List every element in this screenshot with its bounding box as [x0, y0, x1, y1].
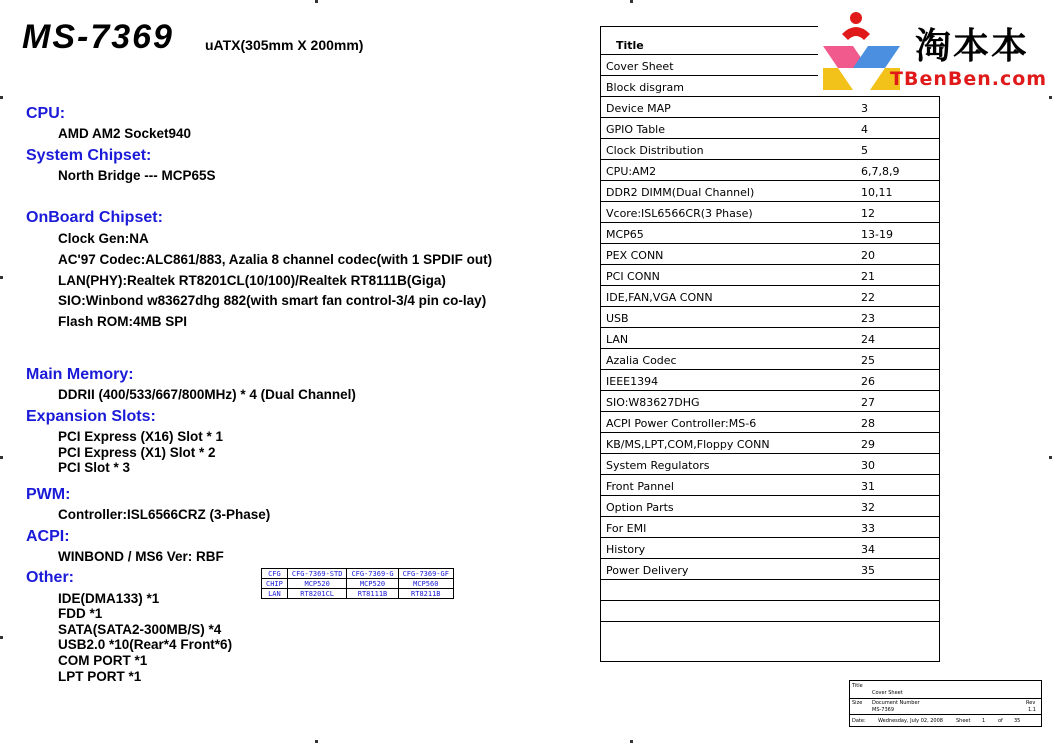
contents-page: 24 — [861, 333, 875, 346]
of-label: of — [998, 718, 1003, 724]
logo-latin-text: TBenBen.com — [890, 68, 1048, 90]
table-cell: LAN — [262, 589, 288, 599]
contents-row — [601, 391, 939, 412]
table-cell: MCP520 — [347, 579, 398, 589]
rev-label: Rev — [1026, 700, 1036, 706]
table-cell: CFG-7369-GF — [398, 569, 453, 579]
other-line: SATA(SATA2-300MB/S) *4 — [58, 622, 222, 637]
contents-page: 20 — [861, 249, 875, 262]
contents-page: 12 — [861, 207, 875, 220]
contents-page: 25 — [861, 354, 875, 367]
other-line: IDE(DMA133) *1 — [58, 591, 160, 606]
contents-page: 34 — [861, 543, 875, 556]
title-label: Title — [852, 683, 863, 689]
border-tick — [0, 276, 3, 279]
table-cell: CFG-7369-G — [347, 569, 398, 579]
contents-title: Device MAP — [606, 102, 671, 115]
contents-row — [601, 223, 939, 244]
contents-row — [601, 601, 939, 622]
slots-line: PCI Express (X1) Slot * 2 — [58, 445, 216, 460]
contents-title: System Regulators — [606, 459, 710, 472]
contents-title: For EMI — [606, 522, 647, 535]
title-block — [849, 680, 1042, 727]
contents-title: LAN — [606, 333, 629, 346]
table-cell: MCP560 — [398, 579, 453, 589]
border-tick — [1049, 96, 1052, 99]
contents-title: DDR2 DIMM(Dual Channel) — [606, 186, 755, 199]
pwm-heading: PWM: — [26, 486, 71, 503]
memory-heading: Main Memory: — [26, 366, 134, 383]
contents-row — [601, 496, 939, 517]
contents-page: 28 — [861, 417, 875, 430]
border-tick — [1049, 456, 1052, 459]
doc-number-value: MS-7369 — [872, 707, 895, 713]
table-row — [262, 579, 454, 589]
contents-title: USB — [606, 312, 629, 325]
other-heading: Other: — [26, 569, 74, 586]
other-line: FDD *1 — [58, 606, 103, 621]
contents-title: Cover Sheet — [606, 60, 674, 73]
pwm-line: Controller:ISL6566CRZ (3-Phase) — [58, 507, 271, 522]
contents-title: SIO:W83627DHG — [606, 396, 700, 409]
onboard-line: AC'97 Codec:ALC861/883, Azalia 8 channel codec(with 1 SPDIF out) — [58, 252, 493, 267]
contents-row — [601, 202, 939, 223]
date-value: Wednesday, July 02, 2008 — [878, 718, 943, 724]
other-line: COM PORT *1 — [58, 653, 148, 668]
other-line: USB2.0 *10(Rear*4 Front*6) — [58, 637, 233, 652]
contents-row — [601, 538, 939, 559]
table-cell: RT8211B — [398, 589, 453, 599]
slots-line: PCI Express (X16) Slot * 1 — [58, 429, 224, 444]
contents-page: 23 — [861, 312, 875, 325]
border-tick — [0, 96, 3, 99]
contents-title: Front Pannel — [606, 480, 674, 493]
table-cell: RT8201CL — [287, 589, 347, 599]
chipset-line: North Bridge --- MCP65S — [58, 168, 216, 183]
contents-row — [601, 181, 939, 202]
contents-page: 33 — [861, 522, 875, 535]
contents-row — [601, 160, 939, 181]
border-tick — [630, 740, 633, 743]
table-row — [262, 569, 454, 579]
contents-title: PCI CONN — [606, 270, 660, 283]
border-tick — [315, 0, 318, 3]
contents-page: 22 — [861, 291, 875, 304]
model-title: MS-7369 — [22, 18, 174, 56]
contents-header: Title — [616, 39, 644, 52]
sheet-label: Sheet — [956, 718, 971, 724]
contents-page: 3 — [861, 102, 868, 115]
contents-title: Block disgram — [606, 81, 684, 94]
table-row — [262, 589, 454, 599]
border-tick — [0, 636, 3, 639]
title-value: Cover Sheet — [872, 690, 903, 696]
memory-line: DDRII (400/533/667/800MHz) * 4 (Dual Channel) — [58, 387, 356, 402]
of-value: 35 — [1014, 718, 1021, 724]
contents-row — [601, 622, 939, 643]
contents-title: CPU:AM2 — [606, 165, 657, 178]
contents-title: Option Parts — [606, 501, 674, 514]
contents-title: Power Delivery — [606, 564, 689, 577]
logo-chinese-text: 淘本本 — [915, 26, 1030, 67]
slots-heading: Expansion Slots: — [26, 408, 156, 425]
form-factor: uATX(305mm X 200mm) — [205, 37, 364, 53]
contents-title: Azalia Codec — [606, 354, 677, 367]
config-table — [261, 568, 454, 599]
contents-page: 13-19 — [861, 228, 893, 241]
contents-row — [601, 433, 939, 454]
contents-row — [601, 412, 939, 433]
table-cell: CHIP — [262, 579, 288, 589]
slots-line: PCI Slot * 3 — [58, 460, 131, 475]
sheet-value: 1 — [982, 718, 986, 724]
contents-row — [601, 349, 939, 370]
cpu-heading: CPU: — [26, 105, 66, 122]
contents-page: 6,7,8,9 — [861, 165, 900, 178]
contents-title: IDE,FAN,VGA CONN — [606, 291, 713, 304]
contents-title: History — [606, 543, 646, 556]
contents-title: IEEE1394 — [606, 375, 659, 388]
contents-title: KB/MS,LPT,COM,Floppy CONN — [606, 438, 770, 451]
tbenben-logo — [818, 6, 1050, 96]
contents-title: PEX CONN — [606, 249, 664, 262]
contents-page: 26 — [861, 375, 875, 388]
onboard-line: LAN(PHY):Realtek RT8201CL(10/100)/Realtek RT8111B(Giga) — [58, 273, 446, 288]
size-label: Size — [852, 700, 863, 706]
contents-table — [600, 26, 940, 662]
chipset-heading: System Chipset: — [26, 147, 152, 164]
contents-page: 10,11 — [861, 186, 893, 199]
contents-page: 27 — [861, 396, 875, 409]
contents-row — [601, 118, 939, 139]
table-cell: CFG — [262, 569, 288, 579]
contents-row — [601, 370, 939, 391]
table-cell: CFG-7369-STD — [287, 569, 347, 579]
contents-page: 31 — [861, 480, 875, 493]
contents-title: MCP65 — [606, 228, 644, 241]
contents-title: ACPI Power Controller:MS-6 — [606, 417, 757, 430]
doc-number-label: Document Number — [872, 700, 920, 706]
contents-title: Vcore:ISL6566CR(3 Phase) — [606, 207, 753, 220]
contents-row — [601, 328, 939, 349]
contents-title: Clock Distribution — [606, 144, 704, 157]
contents-row — [601, 97, 939, 118]
border-tick — [315, 740, 318, 743]
onboard-line: SIO:Winbond w83627dhg 882(with smart fan control-3/4 pin co-lay) — [58, 293, 487, 308]
contents-row — [601, 139, 939, 160]
contents-title: GPIO Table — [606, 123, 666, 136]
cpu-line: AMD AM2 Socket940 — [58, 126, 192, 141]
contents-page: 30 — [861, 459, 875, 472]
border-tick — [630, 0, 633, 3]
contents-page: 29 — [861, 438, 875, 451]
contents-page: 4 — [861, 123, 868, 136]
contents-row — [601, 244, 939, 265]
onboard-line: Flash ROM:4MB SPI — [58, 314, 188, 329]
contents-page: 32 — [861, 501, 875, 514]
contents-row — [601, 517, 939, 538]
contents-row — [601, 307, 939, 328]
contents-page: 35 — [861, 564, 875, 577]
contents-row — [601, 559, 939, 580]
contents-row — [601, 286, 939, 307]
onboard-line: Clock Gen:NA — [58, 231, 149, 246]
contents-row — [601, 265, 939, 286]
acpi-line: WINBOND / MS6 Ver: RBF — [58, 549, 224, 564]
contents-page: 21 — [861, 270, 875, 283]
table-cell: MCP520 — [287, 579, 347, 589]
acpi-heading: ACPI: — [26, 528, 70, 545]
onboard-heading: OnBoard Chipset: — [26, 209, 163, 226]
contents-page: 5 — [861, 144, 868, 157]
contents-row — [601, 454, 939, 475]
other-line: LPT PORT *1 — [58, 669, 142, 684]
date-label: Date: — [852, 718, 866, 724]
border-tick — [0, 456, 3, 459]
contents-row — [601, 475, 939, 496]
table-cell: RT8111B — [347, 589, 398, 599]
contents-row — [601, 580, 939, 601]
rev-value: 1.1 — [1028, 707, 1036, 713]
